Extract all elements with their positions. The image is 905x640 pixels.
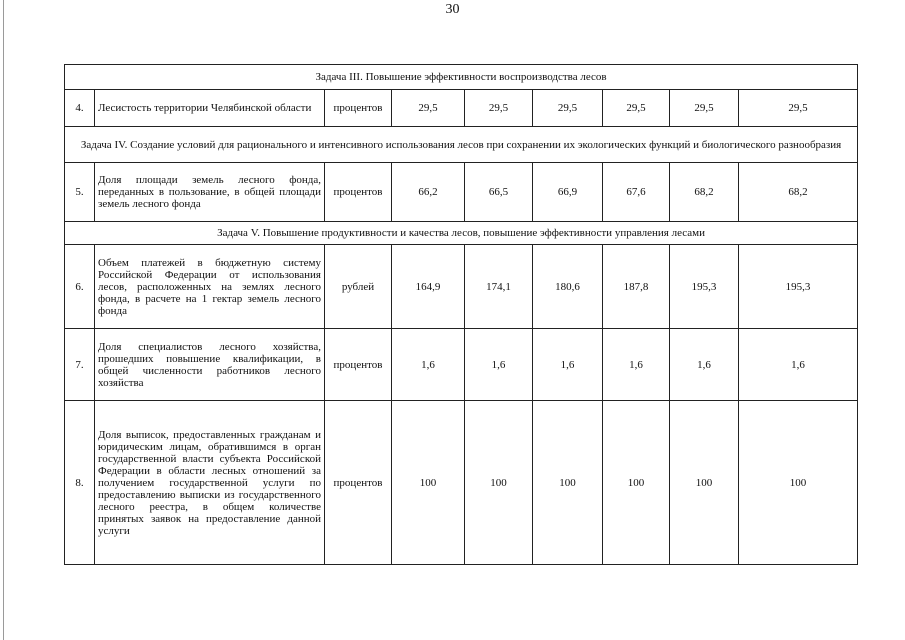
- value-cell: 187,8: [603, 245, 670, 329]
- value-cell: 195,3: [739, 245, 858, 329]
- task-4-heading: Задача IV. Создание условий для рационального и интенсивного использования лесов при сохранении их экологических функций и биологического разнообразия: [65, 127, 858, 163]
- value-cell: 29,5: [670, 90, 739, 127]
- value-cell: 1,6: [392, 329, 465, 401]
- table-row: [65, 163, 858, 222]
- value-cell: 100: [392, 401, 465, 565]
- value-cell: 29,5: [533, 90, 603, 127]
- page-number: 30: [445, 2, 460, 17]
- value-cell: 100: [465, 401, 533, 565]
- indicators-table: [64, 64, 858, 565]
- indicator-description: Доля специалистов лесного хозяйства, прошедших повышение квалификации, в общей численности работников лесного хозяйства: [95, 329, 325, 401]
- value-cell: 1,6: [603, 329, 670, 401]
- unit-cell: процентов: [325, 90, 392, 127]
- value-cell: 29,5: [392, 90, 465, 127]
- value-cell: 68,2: [670, 163, 739, 222]
- task-header-row: [65, 222, 858, 245]
- row-number: 7.: [65, 329, 95, 401]
- task-header-row: [65, 65, 858, 90]
- value-cell: 29,5: [603, 90, 670, 127]
- task-5-heading: Задача V. Повышение продуктивности и качества лесов, повышение эффективности управления лесами: [65, 222, 858, 245]
- value-cell: 66,9: [533, 163, 603, 222]
- indicator-description: Доля выписок, предоставленных гражданам и юридическим лицам, обратившимся в орган государственной власти субъекта Российской Федерации в области лесных отношений за получением государственной услуги по предоставлению выписки из государственного лесного реестра, в общем количестве принятых заявок на предоставление данной услуги: [95, 401, 325, 565]
- unit-cell: процентов: [325, 329, 392, 401]
- indicator-description: Объем платежей в бюджетную систему Российской Федерации от использования лесов, расположенных на землях лесного фонда, в расчете на 1 гектар земель лесного фонда: [95, 245, 325, 329]
- unit-cell: процентов: [325, 401, 392, 565]
- value-cell: 174,1: [465, 245, 533, 329]
- task-3-heading: Задача III. Повышение эффективности воспроизводства лесов: [65, 65, 858, 90]
- table-row: [65, 245, 858, 329]
- table-row: [65, 90, 858, 127]
- task-header-row: [65, 127, 858, 163]
- value-cell: 164,9: [392, 245, 465, 329]
- indicator-description: Доля площади земель лесного фонда, переданных в пользование, в общей площади земель лесного фонда: [95, 163, 325, 222]
- value-cell: 1,6: [533, 329, 603, 401]
- row-number: 5.: [65, 163, 95, 222]
- value-cell: 67,6: [603, 163, 670, 222]
- value-cell: 68,2: [739, 163, 858, 222]
- unit-cell: процентов: [325, 163, 392, 222]
- value-cell: 100: [739, 401, 858, 565]
- value-cell: 29,5: [739, 90, 858, 127]
- value-cell: 100: [603, 401, 670, 565]
- value-cell: 66,2: [392, 163, 465, 222]
- scan-margin-line: [3, 0, 4, 640]
- indicator-description: Лесистость территории Челябинской области: [95, 90, 325, 127]
- value-cell: 100: [670, 401, 739, 565]
- value-cell: 100: [533, 401, 603, 565]
- value-cell: 195,3: [670, 245, 739, 329]
- table-row: [65, 401, 858, 565]
- table-row: [65, 329, 858, 401]
- row-number: 6.: [65, 245, 95, 329]
- value-cell: 1,6: [670, 329, 739, 401]
- row-number: 4.: [65, 90, 95, 127]
- value-cell: 1,6: [465, 329, 533, 401]
- row-number: 8.: [65, 401, 95, 565]
- value-cell: 29,5: [465, 90, 533, 127]
- value-cell: 66,5: [465, 163, 533, 222]
- value-cell: 180,6: [533, 245, 603, 329]
- unit-cell: рублей: [325, 245, 392, 329]
- value-cell: 1,6: [739, 329, 858, 401]
